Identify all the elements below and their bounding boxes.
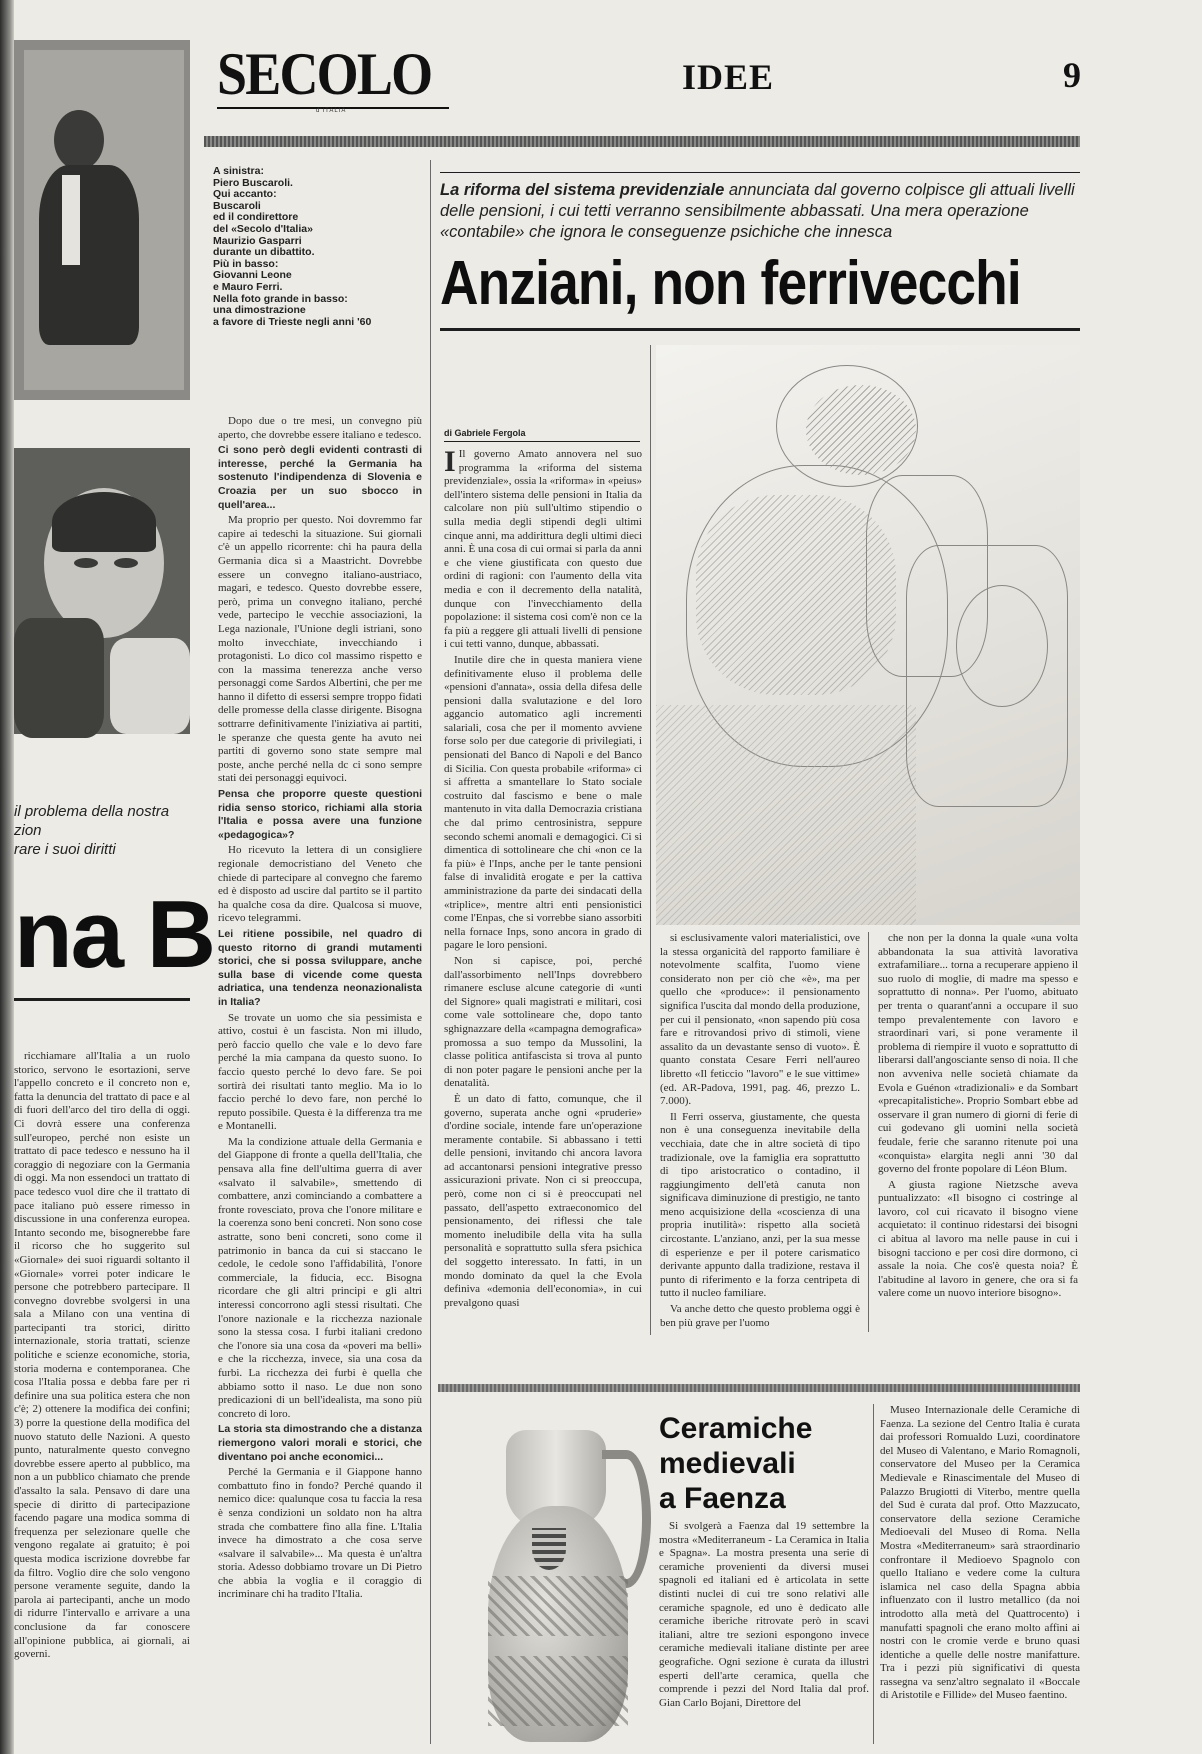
- previous-page-caption: il problema della nostra zion rare i suoi diritti: [14, 803, 170, 858]
- ceramics-top-rule: [438, 1384, 1080, 1392]
- column-divider: [873, 1404, 874, 1744]
- previous-page-rule: [14, 998, 190, 1001]
- byline-rule: [444, 441, 640, 442]
- headline-rule: [440, 328, 1080, 331]
- photo-caption: A sinistra: Piero Buscaroli. Qui accanto: Buscaroli ed il condirettore del «Secolo d'Italia» Maurizio Gasparri durante un dibattito. Più in basso: Giovanni Leone e Mauro Ferri. Nella foto grande in basso: una dimostrazione a favore di Trieste negli anni '60: [213, 165, 372, 328]
- newspaper-masthead: SECOLO: [217, 41, 432, 107]
- interview-question: Lei ritiene possibile, nel quadro di questo ritorno di grandi mutamenti storici, che si possa sviluppare, anche sulla base di vicende come questa adriatica, una tendenza neonazionalista in Italia?: [218, 927, 422, 1008]
- column-divider: [868, 932, 869, 1332]
- ceramics-headline: Ceramiche medievali a Faenza: [659, 1412, 813, 1515]
- elderly-man-illustration: [656, 345, 1080, 925]
- interview-column: [218, 415, 422, 1743]
- column-divider: [430, 160, 431, 1744]
- article-byline: di Gabriele Fergola: [444, 428, 526, 438]
- column-divider: [650, 345, 651, 1335]
- interview-paragraph: Ma la condizione attuale della Germania e del Giappone di fronte a quella dell'Italia, che pensava alla fine dell'ultima guerra di aver «salvato il salvabile», smettendo di combattere, anzi cominciando a combattere a fronte rovesciato, prova che l'onore militare e la coerenza sono beni concreti. Non sono cose astratte, sono beni concreti, sono come il patrimonio in banca da cui si staccano le cedole, le cedole sono l'affidabilità, l'onore commerciale, la fiducia, ecc. Bisogna ricordare che gli altri principi e gli altri interessi concorrono agli stessi risultati. Che l'onore nazionale e la ricchezza nazionale sono la stessa cosa. I furbi italiani credono che l'onore sia una cosa da «poveri ma belli» e che la ricchezza, invece, sia una cosa da furbi. La ricchezza dei furbi è quella che abbiamo sotto il naso. Le due non sono predicazioni di un bell'idealista, ma sono più concreto di loro.: [218, 1135, 422, 1420]
- masthead-subtitle: d'ITALIA: [316, 108, 347, 114]
- interview-question: Pensa che proporre queste questioni ridia senso storico, richiami alla storia l'Italia e possa avere una funzione «pedagogica»?: [218, 788, 422, 841]
- previous-page-headline: na B: [14, 881, 215, 988]
- interview-paragraph: Ho ricevuto la lettera di un consigliere regionale democristiano del Veneto che chiede di partecipare al convegno che faremo ed è disposto ad uscire dal partito se il partito ha qualche cosa da dire. Qualcosa si muove, ricevo telegrammi.: [218, 844, 422, 925]
- interview-paragraph: Ma proprio per questo. Noi dovremmo far capire ai tedeschi la situazione. Sui giornali c'è un appello ricorrente: chi ha paura della Germania dica sì a Maastricht. Dovrebbe essere un convegno italiano-austriaco, magari, e tedesco. Questo dovrebbe essere, però, prima un convegno italiano, perché vede, partecipo le vecchie associazioni, la Lega nazionale, l'Unione degli istriani, sono molto invecchiate, invecchiando i protagonisti. Lo dico col massimo rispetto e con la massima tenerezza anche verso personaggi come Sardos Albertini, che per me hanno il difetto di essersi sempre troppo fidati delle promesse della classe dirigente. Bisogna sottrarre definitivamente l'iniziativa ai partiti, le speranze che questa gente ha avuto nei partiti di governo sono state sempre mal poste, anche perché nella dc ci sono sempre stati dei personaggi equivoci.: [218, 514, 422, 785]
- deck-top-rule: [440, 172, 1080, 173]
- interview-question: La storia sta dimostrando che a distanza riemergono valori morali e storici, che diventano poi anche economici...: [218, 1423, 422, 1463]
- article-column-1: I Il governo Amato annovera nel suo programma la «riforma del sistema previdenziale», ossia la «riforma» in «peius» dell'intero sistema delle pensioni in Italia da calcolare non più sull'ultimo stipendio o sulla media degli stipendi degli ultimi cinque anni, ma addirittura degli ultimi dieci anni. È una cosa di cui ormai si parla da anni e che viene giustificata con questo due ordini di ragioni: con l'aumento della vita media e con il decremento della natalità, dunque con l'invecchiamento della popolazione: il sistema così com'è non ce la fa più a reggere gli attuali livelli di pensione i cui tetti vanno, dunque, abbassati. Inutile dire che in questa maniera viene definitivamente eluso il problema delle «pensioni d'annata», ossia della difesa delle pensioni dalla svalutazione e del loro aggancio automatico agli incrementi salariali, cosa che per il momento avviene forse solo per due categorie di privilegiati, i pensionati del Banco di Napoli e del Banco di Sicilia. Con questa probabile «riforma» ci si affretta a smantellare lo Stato sociale costruito dal fascismo e bene o male mantenuto in vita dalla Democrazia cristiana che dal primo centrosinistra, seppure secondo schemi anomali e demagogici. Ci si dimentica di sottolineare che chi «non ce la fa più» è l'Inps, anche per le tante pensioni false di invalidità erogate e per la cattiva amministrazione da parte dei sindacati della «triplice», mentre altri enti pensionistici come l'Enpas, che si vorrebbe siano assorbiti nella fornace Inps, sono ancora in grado di pagare le loro pensioni. Non si capisce, poi, perché dall'assorbimento nell'Inps dovrebbero rimanere escluse alcune categorie di «unti del Signore» quali magistrati e militari, cosi come vale sottolineare che, dopo tanto sghignazzare della «campagna demografica» promossa a suo tempo da Mussolini, la classe politica antifascista si trova al punto di non poter pagare le pensioni anche per la denatalità. È un dato di fatto, comunque, che il governo, superata anche ogni «pruderie» d'ordine sociale, intende fare un'operazione meramente contabile. Si abbassano i tetti delle pensioni, invitando chi ancora lavora ad accantonarsi pensioni integrative presso assicurazioni private. Non ci si preoccupa, però, come non ci si è preoccupati nel passato, dell'aspetto extraeconomico del pensionamento, dei riflessi che tale momento ineludibile della vita ha sulla personalità e soprattutto sulla sfera psichica del soggetto interessato. In fatti, in un mondo dominato da quel la che Evola definiva «demonia dell'economia», in cui prevalgono quasi: [444, 445, 642, 1309]
- ceramics-column-1: Si svolgerà a Faenza dal 19 settembre la mostra «Mediterraneum - La Ceramica in Italia e Spagna». La mostra presenta una serie di ceramiche provenienti da diversi musei spagnoli ed italiani ed è articolata in sette distinti nuclei di cui tre sono relativi alle ceramiche spagnole, ed uno è dedicato alle ceramiche iberiche ritrovate però in scavi italiani, altre tre sezioni espongono invece ceramiche medievali italiane distinte per aree geografiche. Ogni sezione è curata da illustri esperti dell'arte ceramica, quella che comprende i pezzi del Nord Italia dal prof. Gian Carlo Bojani, Direttore del: [659, 1520, 869, 1709]
- interview-paragraph: Dopo due o tre mesi, un convegno più aperto, che dovrebbe essere italiano e tedesco.: [218, 415, 422, 441]
- interview-question: Ci sono però degli evidenti contrasti di interesse, perché la Germania ha sostenuto l'indipendenza di Slovenia e Croazia per un suo sbocco in quell'area...: [218, 444, 422, 511]
- ceramic-jug-photo: [470, 1420, 650, 1742]
- interview-paragraph: Se trovate un uomo che sia pessimista e attivo, costui è un fascista. Non mi illudo, però faccio quello che vale e lo devo fare perché la mia campana da questo suono. Io faccio questo perché lo devo fare. Se poi sortirà dei risultati tanto meglio. Ma io lo faccio perché lo devo fare, non perché lo reputo possibile. Questa è la differenza tra me e Montanelli.: [218, 1011, 422, 1133]
- article-headline: Anziani, non ferrivecchi: [440, 249, 1021, 318]
- article-column-2: si esclusivamente valori materialistici, ove la stessa organicità del rapporto familiare è notevolmente scalfita, l'uomo viene considerato non per ciò che «è», ma per quello che «produce»: il pensionamento significa l'uscita dal mondo della produzione, per cui il pensionato, «non sapendo più cosa fare e ritrovandosi privo di stimoli, viene assalito da un devastante senso di vuoto». È quanto constata Cesare Ferri nell'aureo libretto «Il feticcio "lavoro" e le sue vittime» (ed. AR-Padova, 1991, pag. 46, prezzo L. 7.000). Il Ferri osserva, giustamente, che questa non è una conseguenza inevitabile della vecchiaia, date che in altre società di tipo tradizionale, ove la famiglia era soprattutto di tipo aristocratico o contadino, il raggiungimento dell'età canuta non significava diminuzione di prestigio, ne tanto meno acquisizione della «coscienza di una propria inutilità»: rispetto alla società circostante. L'anziano, anzi, per la sua messe di esperienze e per il potere carismatico derivante appunto dalla tradizione, restava il punto di riferimento e la forza centripeta di tutto il nucleo familiare. Va anche detto che questo problema oggi è ben più grave per l'uomo: [660, 932, 860, 1329]
- header-rule: [204, 136, 1080, 147]
- previous-page-text: ricchiamare all'Italia a un ruolo storico, servono le esortazioni, serve l'appello concreto e il concreto non e, fatta la denuncia del trattato di pace e al di fuori dell'arco del tiro della di oggi. Ci dovrà essere una conferenza sull'europeo, perché non esiste un trattato di pace tedesco e nessuno ha il coraggio di negoziare con la Germania di oggi. Ma non essendoci un trattato di pace tedesco vuol dire che il trattato di pace italiano può essere rimesso in discussione in una conferenza europea. Intanto secondo me, bisognerebbe fare il ricorso che ho suggerito sul «Giornale» dei suoi riguardi soltanto il «Giornale» vorrei poter indicare le persone che potrebbero partecipare. Il convegno dovrebbe svolgersi in una sala a Milano con una ventina di partecipanti tra storici, diritto internazionale, storia trattati, scienze politiche e scienze economiche, storia, storia moderna e contemporanea. Che cosa l'Italia possa e debba fare per ri definire una sua politica estera che non c'è; 2) ottenere la modifica dei confini; 3) porre la questione della modifica del nuovo statuto delle Nazioni. A questo punto, naturalmente questo convegno dovrebbe essere aperto al pubblico, ma non a un pubblico chiamato che prende d'assalto la sala. Pensavo di dare una specie di diritto di partecipazione facendo pagare una modica somma di frequenza per selezionare quelle che vengono regalate ai gratuito; è poi questa modica iscrizione dovrebbe far da filtro. Voglio dire che solo vengono persone veramente seguite, dando la parola ai partecipanti, anche un modo di ridurre l'intervallo e arrivare a una conclusione da far conoscere all'opinione pubblica, ai giornali, ai governi.: [14, 1050, 190, 1661]
- page-gutter: [0, 0, 14, 1754]
- section-title: IDEE: [682, 57, 775, 97]
- ceramics-column-2: Museo Internazionale delle Ceramiche di Faenza. La sezione del Centro Italia è curata dai professori Romualdo Luzi, coordinatore del Museo di Valentano, e Mario Romagnoli, conservatore del Museo per la Ceramica Medievale e Rinascimentale del Museo di Palazzo Brugiotti di Viterbo, mentre quella del Sud è curata dal prof. Otto Mazzucato, conservatore della sezione Ceramiche Medioevali del Museo di Roma. Nella Mostra «Mediterraneum» sarà straordinario confrontare il Medioevo Spagnolo con quello Italiano e vedere come la cultura islamica nel caso della Spagna abbia influenzato con il lustro metallico (da noi introdotto alla metà del Quattrocento) i manufatti spagnoli che erano molto affini ai nostri con le cromie verde e bruno quasi identiche a quelle delle nostre manifatture. Tra i pezzi più significativi di questa rassegna va senz'altro segnalato il «Boccale di Aristotile e Fillide» del Museo faentino.: [880, 1404, 1080, 1702]
- previous-page-fragment: [14, 40, 215, 1740]
- article-deck: La riforma del sistema previdenziale annunciata dal governo colpisce gli attuali livelli delle pensioni, i cui tetti verranno sensibilmente abbassati. Una mera operazione «contabile» che ignora le conseguenze psichiche che innesca: [440, 181, 1075, 241]
- drop-cap: I: [444, 445, 456, 478]
- page-number: 9: [1063, 55, 1081, 95]
- photo-buscaroli-top: [14, 40, 190, 400]
- photo-buscaroli-bottom: [14, 448, 190, 734]
- interview-paragraph: Perché la Germania e il Giappone hanno combattuto fino in fondo? Perché quando il nemico dice: qualunque cosa tu faccia la resa è senza condizioni un soldato non ha altra strada che combattere fino alla fine. L'Italia invece ha dimostrato a che cosa serve «salvare il salvabile»... Ma questa è un'altra storia. Adesso dobbiamo trovare un Di Pietro che abbia la voglia e il coraggio di incriminare chi ha tradito l'Italia.: [218, 1466, 422, 1601]
- article-column-3: che non per la donna la quale «una volta abbandonata la sua attività lavorativa extrafamiliare... torna a recuperare appieno il suo ruolo di moglie, di madre ma spesso e soprattutto di nonna». Per l'uomo, abituato per trenta o quarant'anni a occupare il suo tempo prevalentemente con lavoro e straordinari vari, si pone veramente il problema di riempire il vuoto e soprattutto di liberarsi dall'angosciante senso di noia. Il che non avveniva nelle società chiamate da Evola e Guénon «tradizionali» e da Sombart «precapitalistiche». Proprio Sombart ebbe ad osservare il gran numero di giorni di ferie di cui godevano gli uomini nella società feudale, ferie che saranno ritenute poi una «conquista» elargita negli anni '30 dal governo del fronte popolare di Léon Blum. A giusta ragione Nietzsche aveva puntualizzato: «Il bisogno ci costringe al lavoro, col cui ricavato il bisogno viene acquietato: il continuo ridestarsi dei bisogni ci abitua al lavoro ma nelle pause in cui i bisogni tacciono e per così dire dormono, ci assale la noia. Che cos'è questa noia? È l'abitudine al lavoro in genere, che ora si fa valere come un nuovo interiore bisogno».: [878, 932, 1078, 1300]
